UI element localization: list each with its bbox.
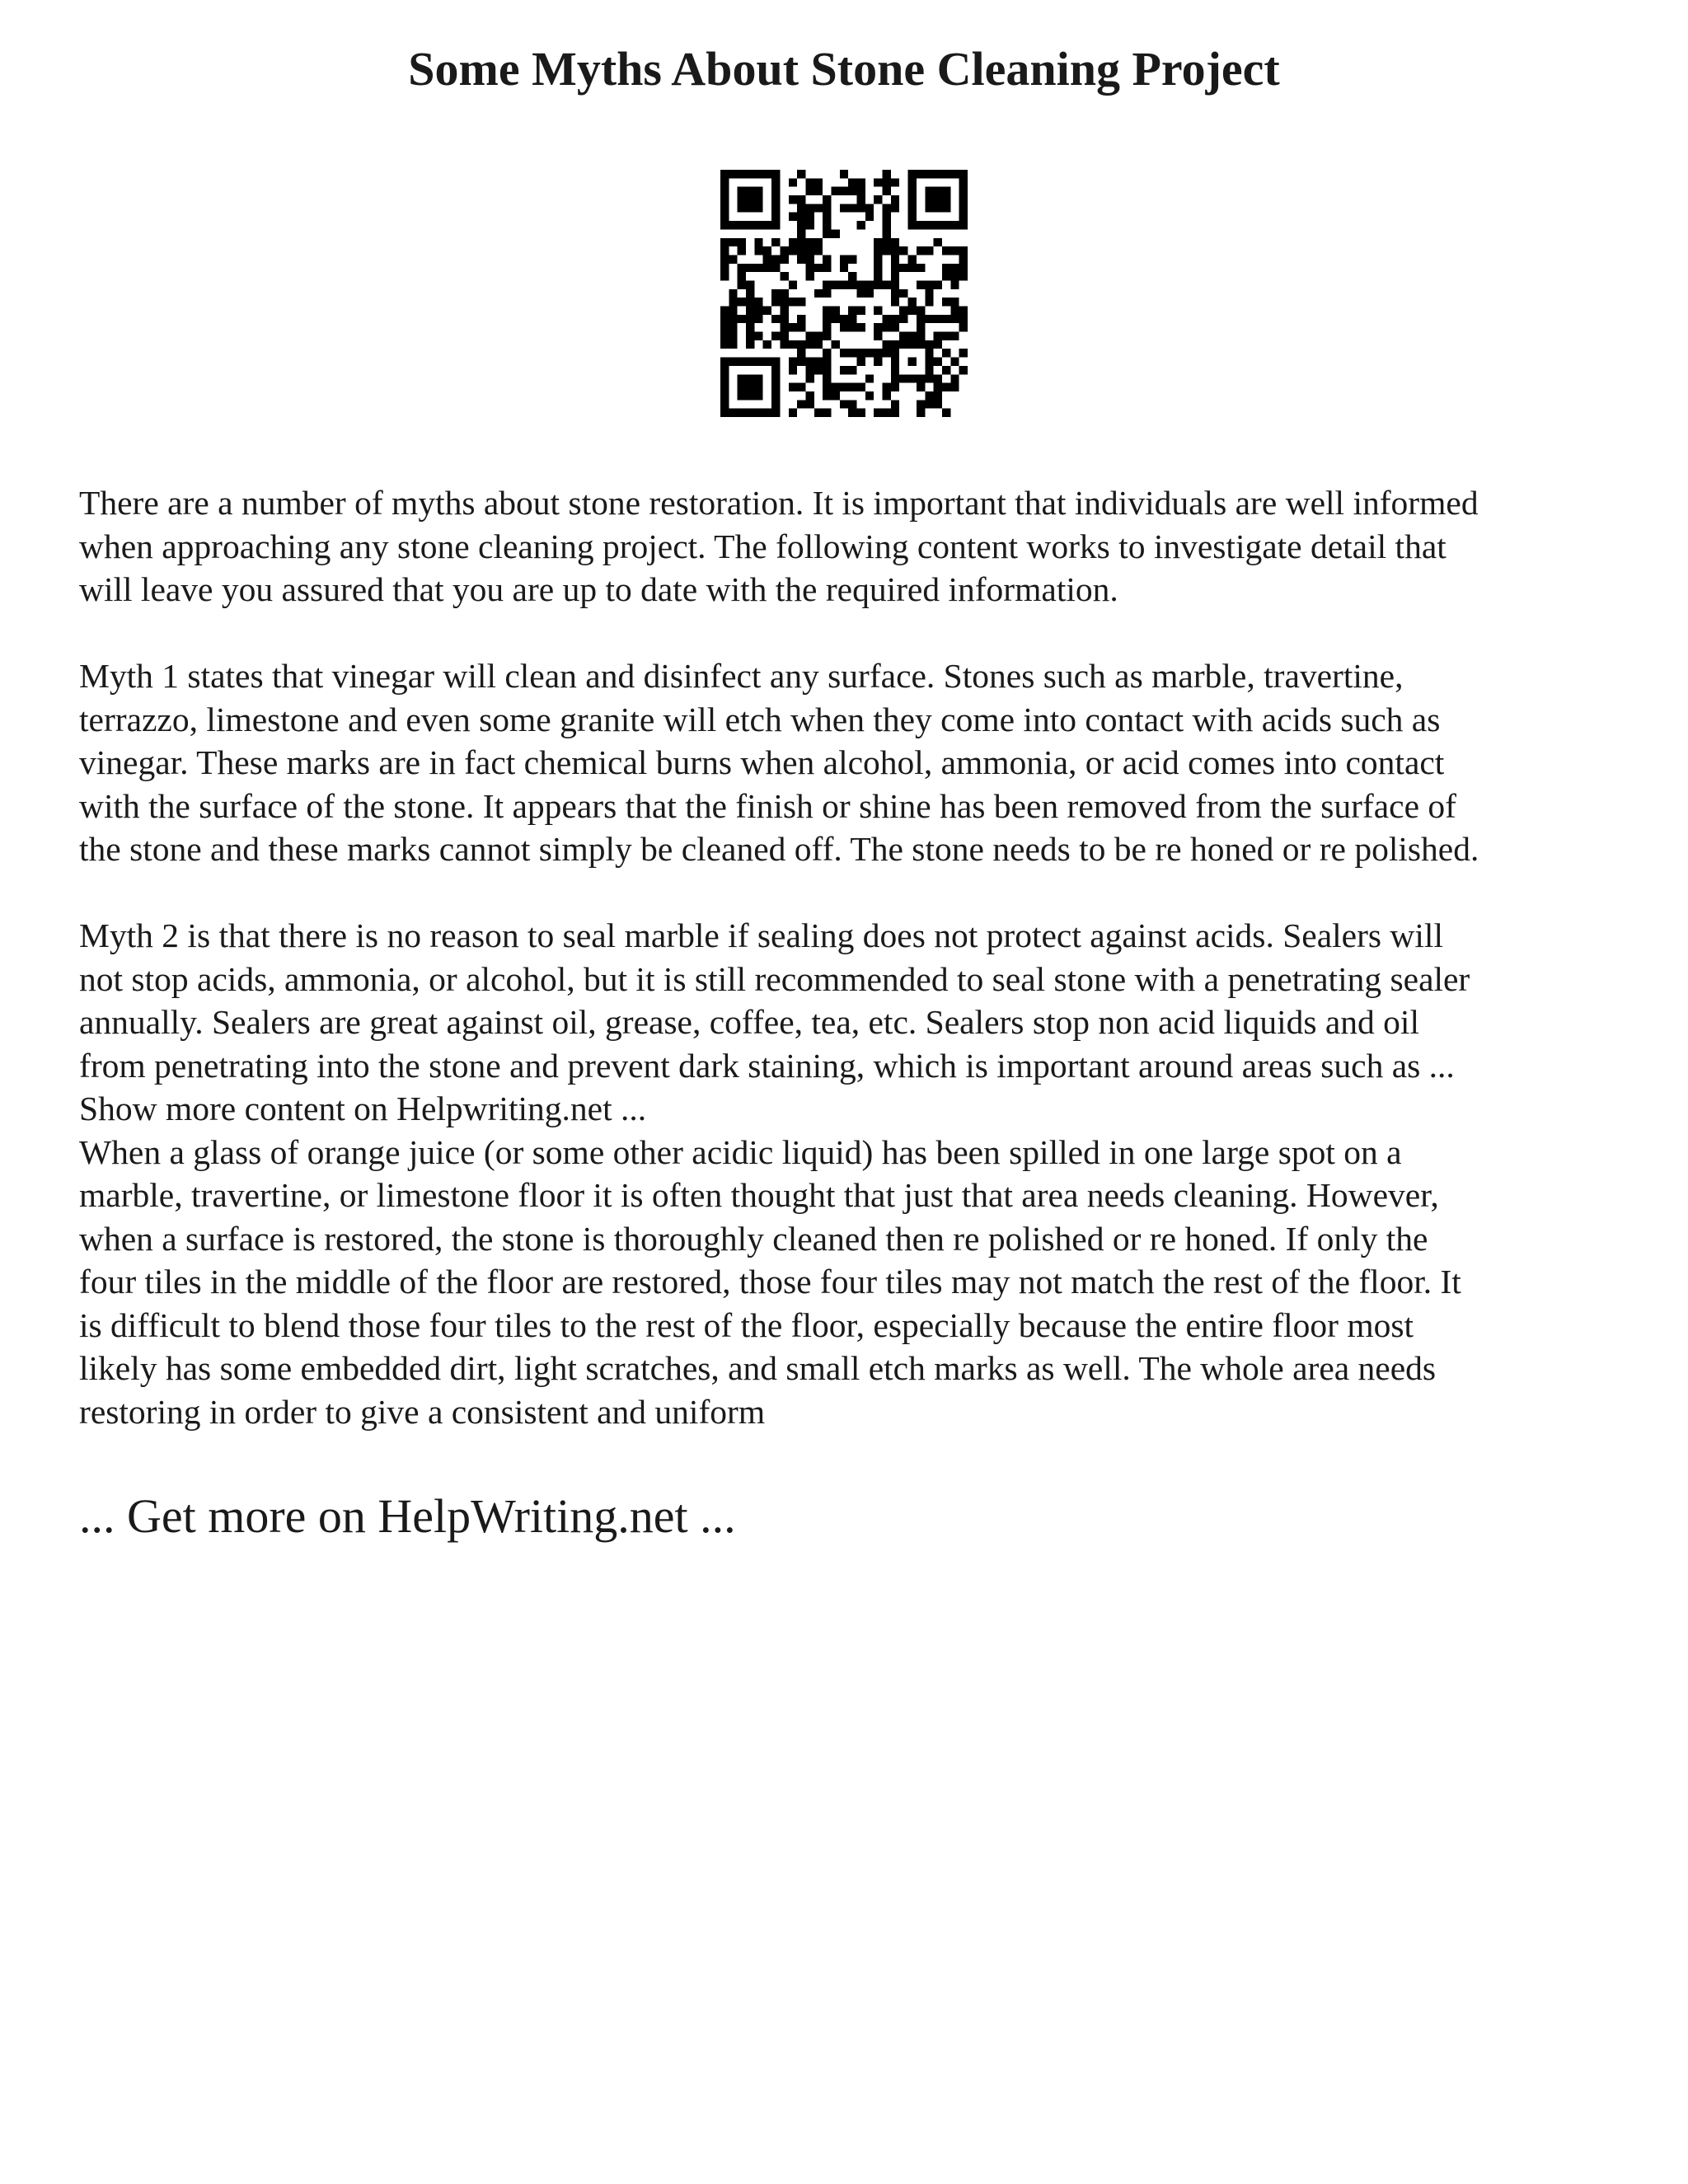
- restoration-paragraph: When a glass of orange juice (or some other acidic liquid) has been spilled in one large spot on a marble, travertine, or limestone floor it is often thought that just that area needs cleaning. However, when a surface is restored, the stone is thoroughly cleaned then re polished or re honed. If only the four tiles in the middle of the floor are restored, those four tiles may not match the rest of the floor. It is difficult to blend those four tiles to the rest of the floor, especially because the entire floor most likely has some embedded dirt, light scratches, and small etch marks as well. The whole area needs restoring in order to give a consistent and uniform: [79, 1132, 1461, 1431]
- myth-1-paragraph: Myth 1 states that vinegar will clean and disinfect any surface. Stones such as marble, travertine, terrazzo, limestone and even some granite will etch when they come into contact with acids such as vinegar. These marks are in fact chemical burns when alcohol, ammonia, or acid comes into contact with the surface of the stone. It appears that the finish or shine has been removed from the surface of the stone and these marks cannot simply be cleaned off. The stone needs to be re honed or re polished.: [79, 657, 1479, 868]
- page-title: Some Myths About Stone Cleaning Project: [408, 42, 1280, 96]
- myth-2-paragraph: Myth 2 is that there is no reason to seal marble if sealing does not protect against acids. Sealers will not stop acids, ammonia, or alcohol, but it is still recommended to seal stone with a penetrating sealer annually. Sealers are great against oil, grease, coffee, tea, etc. Sealers stop non acid liquids and oil from penetrating into the stone and prevent dark staining, which is important around areas such as ...: [79, 916, 1470, 1085]
- intro-paragraph: There are a number of myths about stone restoration. It is important that individuals are well informed when approaching any stone cleaning project. The following content works to investigate detail that will leave you assured that you are up to date with the required information.: [79, 484, 1479, 608]
- qr-code-icon: [720, 170, 968, 417]
- get-more-link[interactable]: ... Get more on HelpWriting.net ...: [79, 1489, 736, 1543]
- article-body: [79, 481, 1629, 1433]
- show-more-link[interactable]: Show more content on Helpwriting.net ...: [79, 1090, 647, 1127]
- qr-code-graphic: [720, 170, 968, 417]
